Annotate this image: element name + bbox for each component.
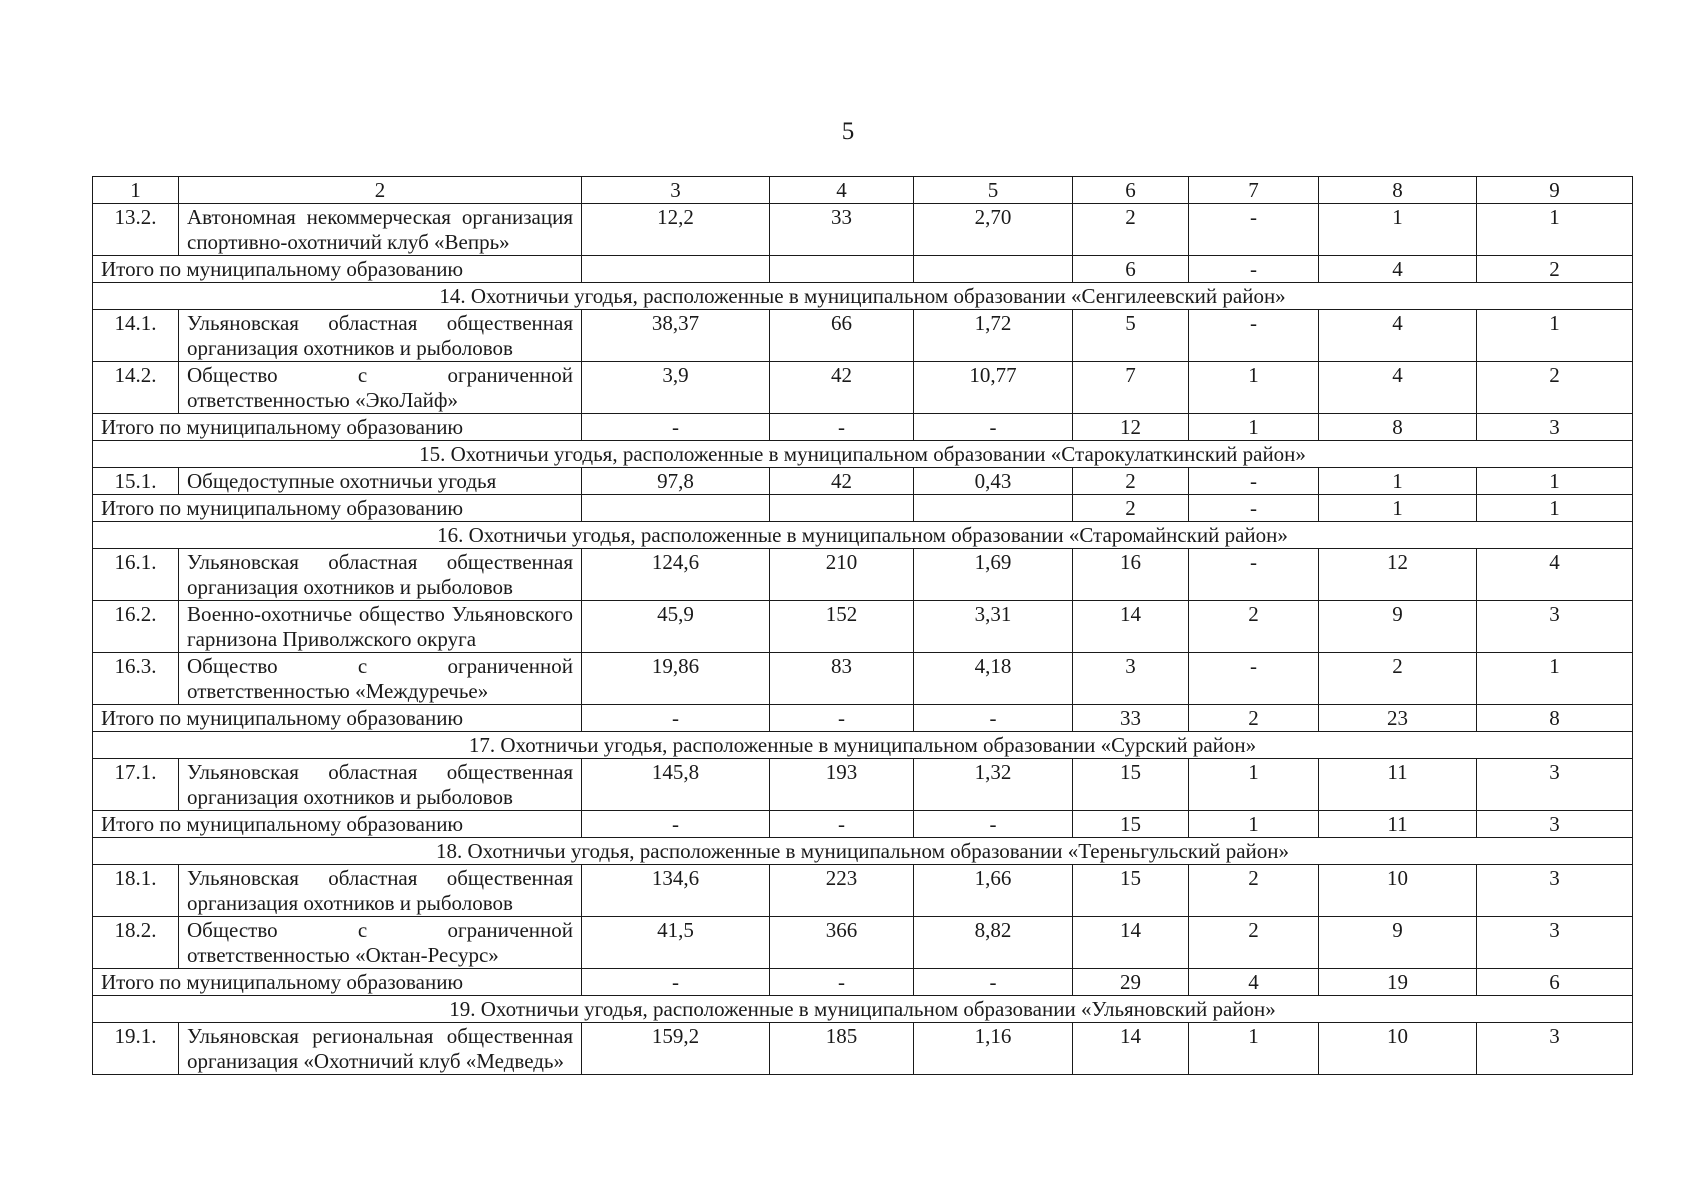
section-title: 15. Охотничьи угодья, расположенные в муниципальном образовании «Старокулаткинский район» bbox=[93, 441, 1633, 468]
row-number: 17.1. bbox=[93, 759, 179, 811]
subtotal-value-c3: - bbox=[582, 414, 770, 441]
row-value-c6: 15 bbox=[1073, 759, 1189, 811]
row-value-c3: 124,6 bbox=[582, 549, 770, 601]
section-header-row bbox=[93, 732, 1633, 759]
row-value-c3: 41,5 bbox=[582, 917, 770, 969]
subtotal-value-c7: 4 bbox=[1189, 969, 1319, 996]
row-number: 13.2. bbox=[93, 204, 179, 256]
row-value-c5: 8,82 bbox=[914, 917, 1073, 969]
subtotal-label: Итого по муниципальному образованию bbox=[93, 811, 582, 838]
row-value-c8: 9 bbox=[1319, 601, 1477, 653]
subtotal-value-c5: - bbox=[914, 414, 1073, 441]
table-row bbox=[93, 653, 1633, 705]
row-value-c7: - bbox=[1189, 204, 1319, 256]
organization-name: Автономная некоммерческая организация спортивно-охотничий клуб «Вепрь» bbox=[179, 204, 582, 256]
row-value-c6: 7 bbox=[1073, 362, 1189, 414]
column-header: 5 bbox=[914, 177, 1073, 204]
row-value-c4: 210 bbox=[770, 549, 914, 601]
row-value-c7: 2 bbox=[1189, 601, 1319, 653]
subtotal-label: Итого по муниципальному образованию bbox=[93, 969, 582, 996]
subtotal-value-c7: - bbox=[1189, 495, 1319, 522]
row-value-c5: 1,16 bbox=[914, 1023, 1073, 1075]
table-row bbox=[93, 865, 1633, 917]
row-value-c7: - bbox=[1189, 468, 1319, 495]
row-value-c6: 14 bbox=[1073, 601, 1189, 653]
row-value-c8: 4 bbox=[1319, 310, 1477, 362]
subtotal-row bbox=[93, 969, 1633, 996]
row-value-c8: 11 bbox=[1319, 759, 1477, 811]
subtotal-value-c8: 19 bbox=[1319, 969, 1477, 996]
row-value-c4: 193 bbox=[770, 759, 914, 811]
row-value-c4: 42 bbox=[770, 468, 914, 495]
column-header: 7 bbox=[1189, 177, 1319, 204]
organization-name: Военно-охотничье общество Ульяновского гарнизона Приволжского округа bbox=[179, 601, 582, 653]
section-header-row bbox=[93, 996, 1633, 1023]
row-value-c9: 3 bbox=[1477, 865, 1633, 917]
subtotal-label: Итого по муниципальному образованию bbox=[93, 705, 582, 732]
row-value-c7: - bbox=[1189, 549, 1319, 601]
section-header-row bbox=[93, 441, 1633, 468]
row-value-c3: 38,37 bbox=[582, 310, 770, 362]
subtotal-value-c9: 3 bbox=[1477, 414, 1633, 441]
subtotal-row bbox=[93, 811, 1633, 838]
row-value-c6: 3 bbox=[1073, 653, 1189, 705]
row-value-c4: 223 bbox=[770, 865, 914, 917]
subtotal-value-c5 bbox=[914, 495, 1073, 522]
subtotal-value-c7: 2 bbox=[1189, 705, 1319, 732]
row-value-c3: 145,8 bbox=[582, 759, 770, 811]
row-value-c9: 3 bbox=[1477, 759, 1633, 811]
subtotal-value-c9: 3 bbox=[1477, 811, 1633, 838]
row-value-c3: 97,8 bbox=[582, 468, 770, 495]
row-number: 18.2. bbox=[93, 917, 179, 969]
section-title: 17. Охотничьи угодья, расположенные в муниципальном образовании «Сурский район» bbox=[93, 732, 1633, 759]
row-value-c7: 1 bbox=[1189, 1023, 1319, 1075]
section-header-row bbox=[93, 838, 1633, 865]
column-header: 6 bbox=[1073, 177, 1189, 204]
row-value-c9: 3 bbox=[1477, 917, 1633, 969]
subtotal-value-c8: 8 bbox=[1319, 414, 1477, 441]
subtotal-value-c4: - bbox=[770, 969, 914, 996]
row-value-c4: 366 bbox=[770, 917, 914, 969]
row-value-c8: 12 bbox=[1319, 549, 1477, 601]
organization-name: Общество с ограниченной ответственностью «Междуречье» bbox=[179, 653, 582, 705]
row-value-c9: 1 bbox=[1477, 310, 1633, 362]
subtotal-value-c3 bbox=[582, 256, 770, 283]
subtotal-value-c8: 23 bbox=[1319, 705, 1477, 732]
subtotal-value-c7: - bbox=[1189, 256, 1319, 283]
row-value-c8: 9 bbox=[1319, 917, 1477, 969]
subtotal-value-c6: 2 bbox=[1073, 495, 1189, 522]
section-title: 16. Охотничьи угодья, расположенные в муниципальном образовании «Старомайнский район» bbox=[93, 522, 1633, 549]
row-value-c4: 42 bbox=[770, 362, 914, 414]
organization-name: Ульяновская региональная общественная организация «Охотничий клуб «Медведь» bbox=[179, 1023, 582, 1075]
subtotal-row bbox=[93, 705, 1633, 732]
subtotal-value-c3: - bbox=[582, 811, 770, 838]
subtotal-value-c4 bbox=[770, 495, 914, 522]
column-header-row bbox=[93, 177, 1633, 204]
subtotal-value-c9: 2 bbox=[1477, 256, 1633, 283]
table-body bbox=[93, 177, 1633, 1075]
row-number: 18.1. bbox=[93, 865, 179, 917]
subtotal-label: Итого по муниципальному образованию bbox=[93, 495, 582, 522]
row-value-c4: 185 bbox=[770, 1023, 914, 1075]
row-value-c4: 33 bbox=[770, 204, 914, 256]
row-value-c6: 14 bbox=[1073, 917, 1189, 969]
row-value-c7: 1 bbox=[1189, 759, 1319, 811]
subtotal-value-c6: 33 bbox=[1073, 705, 1189, 732]
row-value-c6: 16 bbox=[1073, 549, 1189, 601]
section-title: 18. Охотничьи угодья, расположенные в муниципальном образовании «Тереньгульский район» bbox=[93, 838, 1633, 865]
row-value-c5: 2,70 bbox=[914, 204, 1073, 256]
row-value-c4: 152 bbox=[770, 601, 914, 653]
subtotal-value-c4: - bbox=[770, 705, 914, 732]
row-value-c5: 4,18 bbox=[914, 653, 1073, 705]
row-number: 16.3. bbox=[93, 653, 179, 705]
row-value-c4: 66 bbox=[770, 310, 914, 362]
subtotal-value-c9: 8 bbox=[1477, 705, 1633, 732]
column-header: 9 bbox=[1477, 177, 1633, 204]
subtotal-value-c8: 1 bbox=[1319, 495, 1477, 522]
subtotal-row bbox=[93, 495, 1633, 522]
subtotal-value-c4 bbox=[770, 256, 914, 283]
table-row bbox=[93, 601, 1633, 653]
page-number: 5 bbox=[841, 118, 855, 145]
row-value-c5: 1,72 bbox=[914, 310, 1073, 362]
row-value-c8: 10 bbox=[1319, 1023, 1477, 1075]
column-header: 3 bbox=[582, 177, 770, 204]
row-value-c8: 10 bbox=[1319, 865, 1477, 917]
section-title: 19. Охотничьи угодья, расположенные в муниципальном образовании «Ульяновский район» bbox=[93, 996, 1633, 1023]
organization-name: Общедоступные охотничьи угодья bbox=[179, 468, 582, 495]
subtotal-value-c6: 12 bbox=[1073, 414, 1189, 441]
organization-name: Общество с ограниченной ответственностью «ЭкоЛайф» bbox=[179, 362, 582, 414]
organization-name: Ульяновская областная общественная организация охотников и рыболовов bbox=[179, 549, 582, 601]
organization-name: Ульяновская областная общественная организация охотников и рыболовов bbox=[179, 865, 582, 917]
subtotal-row bbox=[93, 256, 1633, 283]
row-value-c5: 3,31 bbox=[914, 601, 1073, 653]
table-row bbox=[93, 917, 1633, 969]
subtotal-value-c7: 1 bbox=[1189, 414, 1319, 441]
row-value-c4: 83 bbox=[770, 653, 914, 705]
row-value-c6: 2 bbox=[1073, 468, 1189, 495]
subtotal-value-c5: - bbox=[914, 705, 1073, 732]
table-row bbox=[93, 759, 1633, 811]
row-value-c5: 0,43 bbox=[914, 468, 1073, 495]
row-value-c9: 1 bbox=[1477, 468, 1633, 495]
row-number: 16.2. bbox=[93, 601, 179, 653]
subtotal-value-c9: 6 bbox=[1477, 969, 1633, 996]
section-title: 14. Охотничьи угодья, расположенные в муниципальном образовании «Сенгилеевский район» bbox=[93, 283, 1633, 310]
row-value-c6: 2 bbox=[1073, 204, 1189, 256]
row-value-c7: - bbox=[1189, 653, 1319, 705]
row-value-c5: 1,32 bbox=[914, 759, 1073, 811]
subtotal-value-c3: - bbox=[582, 705, 770, 732]
row-value-c9: 4 bbox=[1477, 549, 1633, 601]
row-value-c7: 2 bbox=[1189, 865, 1319, 917]
subtotal-value-c5: - bbox=[914, 969, 1073, 996]
table-row bbox=[93, 362, 1633, 414]
subtotal-value-c7: 1 bbox=[1189, 811, 1319, 838]
hunting-grounds-table bbox=[92, 176, 1633, 1075]
row-value-c8: 2 bbox=[1319, 653, 1477, 705]
row-value-c5: 1,69 bbox=[914, 549, 1073, 601]
subtotal-value-c6: 6 bbox=[1073, 256, 1189, 283]
row-value-c6: 15 bbox=[1073, 865, 1189, 917]
subtotal-value-c4: - bbox=[770, 414, 914, 441]
subtotal-value-c3: - bbox=[582, 969, 770, 996]
row-value-c9: 1 bbox=[1477, 204, 1633, 256]
row-number: 16.1. bbox=[93, 549, 179, 601]
row-value-c3: 3,9 bbox=[582, 362, 770, 414]
row-value-c9: 3 bbox=[1477, 1023, 1633, 1075]
row-value-c6: 5 bbox=[1073, 310, 1189, 362]
column-header: 2 bbox=[179, 177, 582, 204]
row-value-c3: 134,6 bbox=[582, 865, 770, 917]
row-value-c5: 10,77 bbox=[914, 362, 1073, 414]
row-value-c8: 1 bbox=[1319, 468, 1477, 495]
subtotal-value-c4: - bbox=[770, 811, 914, 838]
row-value-c8: 1 bbox=[1319, 204, 1477, 256]
row-value-c7: 1 bbox=[1189, 362, 1319, 414]
row-number: 15.1. bbox=[93, 468, 179, 495]
row-number: 14.2. bbox=[93, 362, 179, 414]
organization-name: Общество с ограниченной ответственностью «Октан-Ресурс» bbox=[179, 917, 582, 969]
row-value-c3: 45,9 bbox=[582, 601, 770, 653]
subtotal-value-c9: 1 bbox=[1477, 495, 1633, 522]
subtotal-value-c6: 15 bbox=[1073, 811, 1189, 838]
table-row bbox=[93, 310, 1633, 362]
subtotal-value-c3 bbox=[582, 495, 770, 522]
row-value-c3: 159,2 bbox=[582, 1023, 770, 1075]
row-value-c9: 3 bbox=[1477, 601, 1633, 653]
table-row bbox=[93, 204, 1633, 256]
row-value-c5: 1,66 bbox=[914, 865, 1073, 917]
row-value-c6: 14 bbox=[1073, 1023, 1189, 1075]
subtotal-label: Итого по муниципальному образованию bbox=[93, 414, 582, 441]
table-row bbox=[93, 549, 1633, 601]
row-number: 14.1. bbox=[93, 310, 179, 362]
row-value-c9: 1 bbox=[1477, 653, 1633, 705]
subtotal-value-c5 bbox=[914, 256, 1073, 283]
row-number: 19.1. bbox=[93, 1023, 179, 1075]
row-value-c9: 2 bbox=[1477, 362, 1633, 414]
row-value-c3: 12,2 bbox=[582, 204, 770, 256]
organization-name: Ульяновская областная общественная организация охотников и рыболовов bbox=[179, 759, 582, 811]
row-value-c3: 19,86 bbox=[582, 653, 770, 705]
subtotal-value-c8: 4 bbox=[1319, 256, 1477, 283]
subtotal-value-c8: 11 bbox=[1319, 811, 1477, 838]
column-header: 8 bbox=[1319, 177, 1477, 204]
row-value-c7: - bbox=[1189, 310, 1319, 362]
section-header-row bbox=[93, 283, 1633, 310]
table-row bbox=[93, 468, 1633, 495]
table-row bbox=[93, 1023, 1633, 1075]
subtotal-value-c6: 29 bbox=[1073, 969, 1189, 996]
row-value-c7: 2 bbox=[1189, 917, 1319, 969]
subtotal-row bbox=[93, 414, 1633, 441]
subtotal-label: Итого по муниципальному образованию bbox=[93, 256, 582, 283]
column-header: 4 bbox=[770, 177, 914, 204]
section-header-row bbox=[93, 522, 1633, 549]
organization-name: Ульяновская областная общественная организация охотников и рыболовов bbox=[179, 310, 582, 362]
row-value-c8: 4 bbox=[1319, 362, 1477, 414]
subtotal-value-c5: - bbox=[914, 811, 1073, 838]
column-header: 1 bbox=[93, 177, 179, 204]
